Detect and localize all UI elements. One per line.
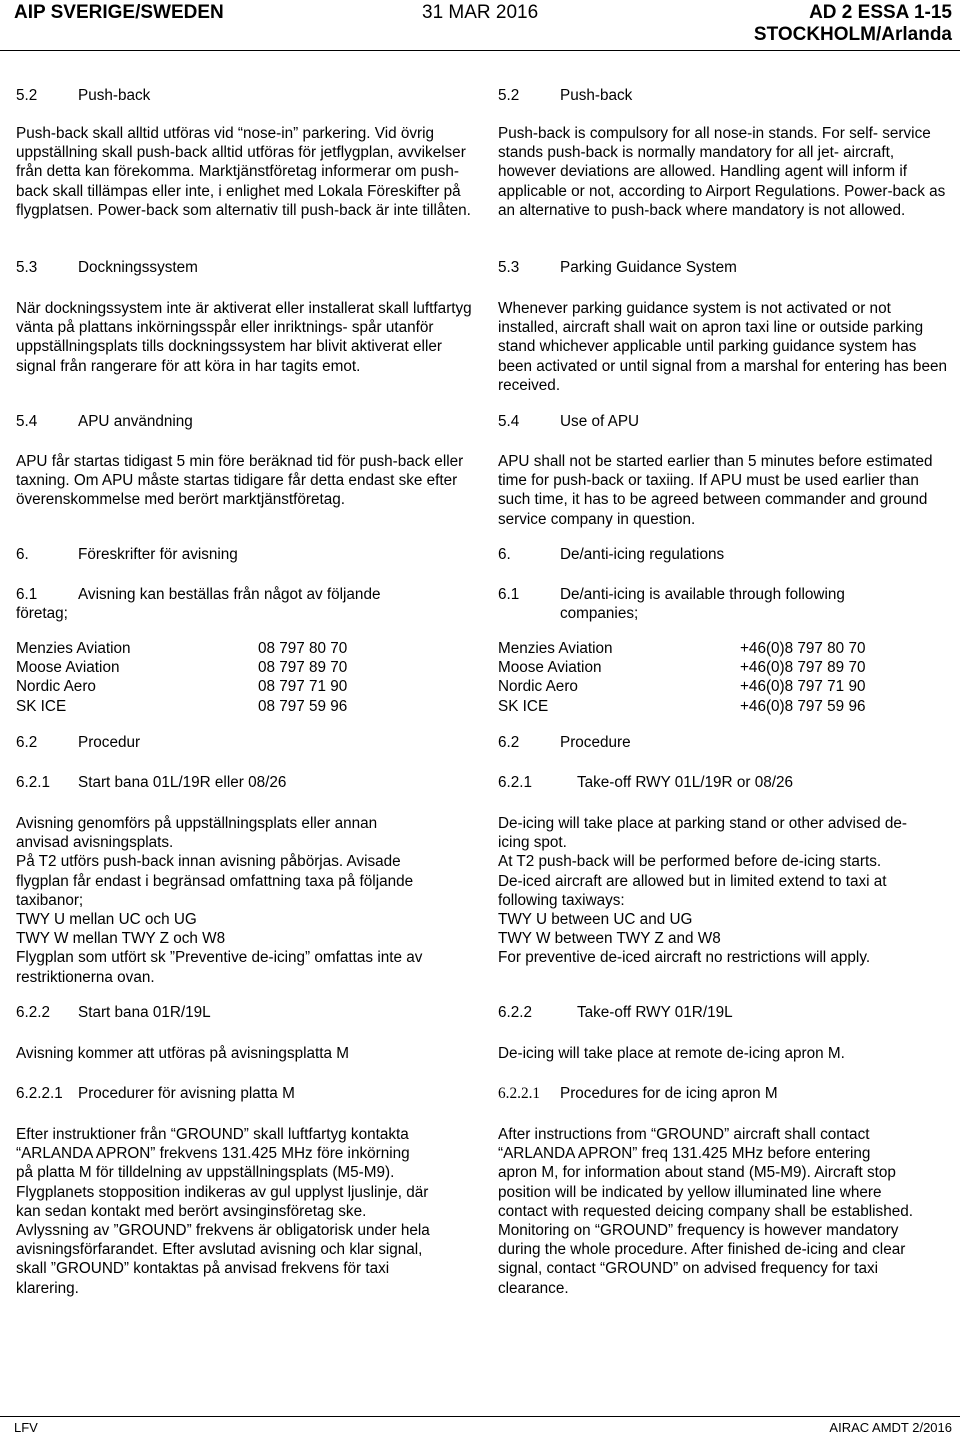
- section-6-2-2-1-heading: 6.2.2.1 Procedurer för avisning platta M: [16, 1085, 295, 1102]
- text-line: TWY U between UC and UG: [498, 911, 693, 929]
- section-5-4-text: APU får startas tidigast 5 min före beräknad tid för push-back eller taxning. Om APU måste startas tidigare får detta endast ske efter överenskommelse med berört marktjänstföretag.: [16, 453, 464, 509]
- section-5-3-heading: 5.3 Parking Guidance System: [498, 259, 737, 276]
- text-line: After instructions from “GROUND” aircraft shall contact: [498, 1126, 870, 1143]
- company-row: Moose Aviation +46(0)8 797 89 70: [498, 659, 866, 677]
- footer-amendment: AIRAC AMDT 2/2016: [829, 1420, 952, 1435]
- text-line: TWY U mellan UC och UG: [16, 911, 197, 929]
- company-row: Menzies Aviation 08 797 80 70: [16, 640, 348, 657]
- section-6-2-2-text: De-icing will take place at remote de-icing apron M.: [498, 1045, 845, 1062]
- section-6-1-line2: companies;: [560, 605, 639, 623]
- section-6-2-1-text: [498, 814, 950, 968]
- section-6-2-1-text: [16, 814, 478, 987]
- header-publication: AIP SVERIGE/SWEDEN: [14, 2, 224, 23]
- header-date: 31 MAR 2016: [422, 2, 539, 23]
- text-line: At T2 push-back will be performed before de-icing starts.: [498, 853, 882, 871]
- section-5-2-text: Push-back skall alltid utföras vid “nose-in” parkering. Vid övrig uppställning skall push-back alltid utföras för jetflygplan, avvikelser från detta kan förekomma. Marktjänstföretag informerar om push-back skall tillämpas eller inte, i enlighet med Lokala Föreskifter på flygplatsen. Power-back som alternativ till push-back är inte tillåten.: [16, 125, 471, 219]
- text-line: taxibanor;: [16, 891, 84, 909]
- text-line: TWY W mellan TWY Z och W8: [16, 930, 226, 948]
- section-6-heading: 6. Föreskrifter för avisning: [16, 546, 238, 563]
- header-page-ref: [754, 2, 952, 46]
- section-6-2-heading: 6.2 Procedure: [498, 734, 631, 751]
- text-line: anvisad avisningsplats.: [16, 834, 174, 852]
- text-line: “ARLANDA APRON” frekvens 131.425 MHz före inkörning: [16, 1145, 410, 1163]
- section-5-2-heading: 5.2 Push-back: [16, 87, 151, 104]
- text-line: signal, contact “GROUND” on advised frequency for taxi: [498, 1260, 879, 1278]
- company-row: Moose Aviation 08 797 89 70: [16, 659, 348, 677]
- section-6-2-heading: 6.2 Procedur: [16, 734, 141, 751]
- text-line: contact with requested deicing company shall be established.: [498, 1202, 913, 1220]
- text-line: icing spot.: [498, 834, 567, 852]
- text-line: Flygplanets stopposition indikeras av gul upplyst ljuslinje, där: [16, 1183, 429, 1201]
- company-table: [498, 639, 950, 716]
- section-5-3-text: När dockningssystem inte är aktiverat eller installerat skall luftfartyg vänta på plattans inkörningsspår eller inriktnings- spår utanför uppställningsplats tills dockningssystem har blivit aktiverat eller signal från rangerare för att köra in har tagits emot.: [16, 300, 472, 375]
- page-header: [0, 2, 960, 46]
- text-line: Avlyssning av ”GROUND” frekvens är obligatorisk under hela: [16, 1222, 430, 1240]
- section-6-2-1-heading: 6.2.1 Start bana 01L/19R eller 08/26: [16, 774, 287, 791]
- text-line: skall ”GROUND” kontaktas på anvisad frekvens för taxi: [16, 1260, 390, 1278]
- text-line: De-icing will take place at parking stand or other advised de-: [498, 815, 907, 832]
- section-6-2-2-heading: 6.2.2 Start bana 01R/19L: [16, 1004, 211, 1021]
- company-row: Nordic Aero +46(0)8 797 71 90: [498, 678, 866, 696]
- text-line: clearance.: [498, 1279, 569, 1297]
- section-6-1: [16, 585, 478, 623]
- text-line: Avisning genomförs på uppställningsplats eller annan: [16, 815, 378, 832]
- text-line: De-iced aircraft are allowed but in limited extend to taxi at: [498, 872, 887, 890]
- section-6-2-2-1-text: [498, 1125, 950, 1298]
- header-rule: [0, 50, 960, 51]
- section-5-2-heading: 5.2 Push-back: [498, 87, 633, 104]
- header-aerodrome: STOCKHOLM/Arlanda: [753, 24, 952, 45]
- section-6-2-2-1-heading: 6.2.2.1 Procedures for de icing apron M: [498, 1085, 778, 1102]
- footer-publisher: LFV: [14, 1420, 38, 1435]
- text-line: restriktionerna ovan.: [16, 968, 155, 986]
- text-line: For preventive de-iced aircraft no restrictions will apply.: [498, 949, 871, 967]
- header-page-number: AD 2 ESSA 1-15: [809, 2, 952, 23]
- text-line: following taxiways:: [498, 891, 625, 909]
- section-5-4-heading: 5.4 APU användning: [16, 413, 193, 430]
- section-6-2-2-1-text: [16, 1125, 478, 1298]
- company-table: [16, 639, 478, 716]
- section-6-1-line: 6.1 De/anti-icing is available through following: [498, 586, 845, 603]
- section-5-4-text: APU shall not be started earlier than 5 minutes before estimated time for push-back or taxiing. If APU must be used earlier than such time, it has to be agreed between commander and ground service company in question.: [498, 453, 933, 528]
- text-line: På T2 utförs push-back innan avisning påbörjas. Avisade: [16, 853, 401, 871]
- company-row: Nordic Aero 08 797 71 90: [16, 678, 348, 696]
- section-6-2-2-text: Avisning kommer att utföras på avisningsplatta M: [16, 1045, 350, 1062]
- text-line: Monitoring on “GROUND” frequency is however mandatory: [498, 1222, 899, 1240]
- section-6-heading: 6. De/anti-icing regulations: [498, 546, 725, 563]
- company-row: SK ICE 08 797 59 96: [16, 697, 348, 715]
- text-line: TWY W between TWY Z and W8: [498, 930, 721, 948]
- text-line: apron M, for information about stand (M5-M9). Aircraft stop: [498, 1164, 896, 1182]
- text-line: på platta M för tilldelning av uppställningsplats (M5-M9).: [16, 1164, 395, 1182]
- section-5-4-heading: 5.4 Use of APU: [498, 413, 640, 430]
- section-6-1-line2: företag;: [16, 605, 68, 623]
- footer-rule: [0, 1416, 960, 1417]
- text-line: “ARLANDA APRON” freq 131.425 MHz before entering: [498, 1145, 871, 1163]
- section-5-2-text: Push-back is compulsory for all nose-in stands. For self- service stands push-back is normally mandatory for all jet- aircraft, however deviations are allowed. Handling agent will inform if applicable or not, according to Airport Regulations. Power-back as an alternative to push-back where mandatory is not allowed.: [498, 125, 946, 219]
- text-line: during the whole procedure. After finished de-icing and clear: [498, 1241, 906, 1259]
- section-5-3-text: Whenever parking guidance system is not activated or not installed, aircraft shall wait on apron taxi line or outside parking stand whichever applicable until parking guidance system has been activated or until signal from a marshal for entering has been received.: [498, 300, 947, 394]
- section-5-3-heading: 5.3 Dockningssystem: [16, 259, 198, 276]
- text-line: Flygplan som utfört sk ”Preventive de-icing” omfattas inte av: [16, 949, 423, 967]
- text-line: avisningsförfarandet. Efter avslutad avisning och klar signal,: [16, 1241, 423, 1259]
- section-6-1: [498, 585, 950, 623]
- company-row: SK ICE +46(0)8 797 59 96: [498, 697, 866, 715]
- section-6-2-2-heading: 6.2.2 Take-off RWY 01R/19L: [498, 1004, 733, 1021]
- text-line: kan sedan kontakt med berört avsinginsföretag ske.: [16, 1202, 367, 1220]
- text-line: flygplan får endast i begränsad omfattning taxa på följande: [16, 872, 414, 890]
- section-6-1-line: 6.1 Avisning kan beställas från något av följande: [16, 586, 381, 603]
- text-line: Efter instruktioner från “GROUND” skall luftfartyg kontakta: [16, 1126, 409, 1143]
- text-line: klarering.: [16, 1279, 79, 1297]
- company-row: Menzies Aviation +46(0)8 797 80 70: [498, 640, 866, 657]
- section-6-2-1-heading: 6.2.1 Take-off RWY 01L/19R or 08/26: [498, 774, 793, 791]
- text-line: position will be indicated by yellow illuminated line where: [498, 1183, 882, 1201]
